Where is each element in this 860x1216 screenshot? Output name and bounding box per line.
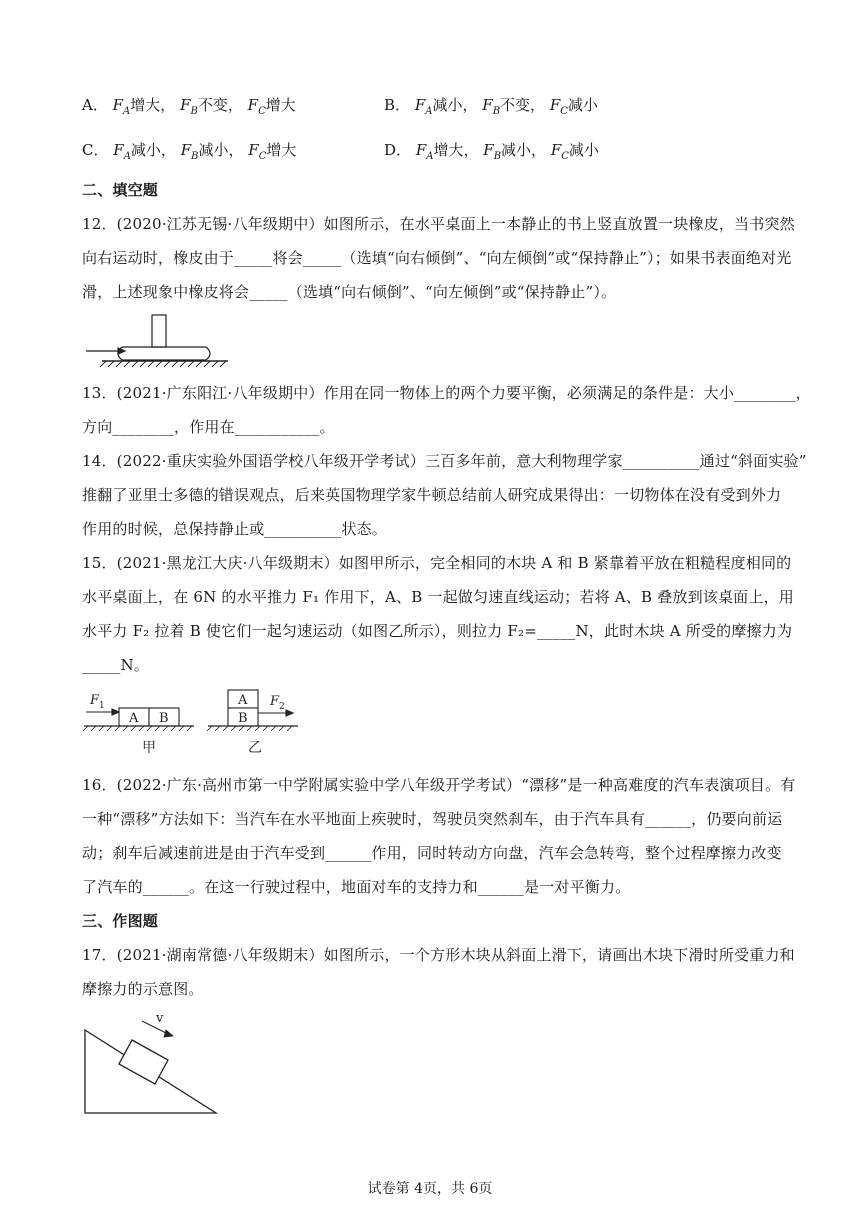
label-yi: 乙 bbox=[248, 740, 262, 756]
q14-line-2: 推翻了亚里士多德的错误观点，后来英国物理学家牛顿总结前人研究成果得出：一切物体在没有受到外力 bbox=[82, 486, 782, 504]
force-symbol: F bbox=[550, 141, 562, 159]
q16-line-1: 16．(2022·广东·高州市第一中学附属实验中学八年级开学考试）“漂移”是一种高难度的汽车表演项目。有 bbox=[82, 776, 796, 794]
push-arrow-head bbox=[118, 348, 125, 354]
subscript: C bbox=[258, 151, 267, 162]
force-symbol: F bbox=[248, 141, 259, 159]
velocity-label: v bbox=[156, 1011, 164, 1026]
option-letter: C． bbox=[82, 141, 109, 159]
option-a bbox=[82, 95, 296, 122]
option-letter: B． bbox=[384, 96, 411, 114]
q15-line-4: _____N。 bbox=[82, 656, 150, 674]
force-symbol: F bbox=[549, 96, 561, 114]
option-letter: D． bbox=[384, 141, 412, 159]
option-text: 减小 bbox=[568, 141, 599, 159]
block-a-label: A bbox=[238, 693, 248, 708]
force-symbol: F bbox=[414, 96, 426, 114]
velocity-arrow-line bbox=[142, 1021, 168, 1034]
label-jia: 甲 bbox=[142, 740, 156, 756]
page-footer: 试卷第 4页，共 6页 bbox=[367, 1181, 493, 1197]
q12-line-2: 向右运动时，橡皮由于_____将会_____（选填“向右倾倒”、“向左倾倒”或“保持静止”）；如果书表面绝对光 bbox=[82, 249, 792, 267]
f2-subscript: 2 bbox=[279, 702, 285, 712]
option-text: 增大 bbox=[265, 96, 296, 114]
subscript: A bbox=[426, 151, 434, 162]
subscript: C bbox=[561, 151, 569, 162]
subscript: A bbox=[123, 106, 131, 117]
q16-line-2: 一种“漂移”方法如下：当汽车在水平地面上疾驶时，驾驶员突然刹车，由于汽车具有______，仍要向前运 bbox=[82, 810, 783, 828]
force-symbol: F bbox=[483, 141, 494, 159]
force-symbol: F bbox=[112, 96, 124, 114]
q16-line-3: 动；刹车后减速前进是由于汽车受到______作用，同时转动方向盘，汽车会急转弯，整个过程摩擦力改变 bbox=[82, 844, 782, 862]
subscript: B bbox=[493, 151, 502, 162]
subscript: B bbox=[492, 106, 501, 117]
option-letter: A． bbox=[82, 96, 108, 114]
incline-figure bbox=[82, 1010, 222, 1118]
q12-line-1: 12．(2020·江苏无锡·八年级期中）如图所示，在水平桌面上一本静止的书上竖直放置一块橡皮，当书突然 bbox=[82, 215, 795, 233]
option-c bbox=[82, 140, 296, 167]
option-text: 不变， bbox=[500, 96, 546, 114]
force-symbol: F bbox=[247, 96, 259, 114]
force-symbol: F bbox=[415, 141, 427, 159]
block-a-label: A bbox=[129, 711, 139, 726]
option-b bbox=[384, 95, 598, 122]
option-text: 减小， bbox=[501, 141, 547, 159]
force-symbol: F bbox=[482, 96, 493, 114]
option-text: 增大， bbox=[433, 141, 479, 159]
ground-yi-hatching bbox=[207, 726, 292, 731]
force-symbol: F bbox=[180, 141, 192, 159]
book bbox=[118, 347, 210, 360]
section-heading-fill-blank: 二、填空题 bbox=[82, 181, 159, 199]
velocity-arrow-head bbox=[164, 1030, 173, 1037]
subscript: C bbox=[258, 106, 266, 117]
f2-arrow-head bbox=[286, 710, 293, 716]
q15-line-1: 15．(2021·黑龙江大庆·八年级期末）如图甲所示，完全相同的木块 A 和 B 紧靠着平放在粗糙程度相同的 bbox=[82, 554, 792, 572]
subscript: B bbox=[190, 106, 198, 117]
subscript: A bbox=[425, 106, 433, 117]
f1-label: F bbox=[90, 693, 100, 708]
q13-line-1: 13．(2021·广东阳江·八年级期中）作用在同一物体上的两个力要平衡，必须满足的条件是：大小________， bbox=[82, 384, 811, 402]
q14-line-1: 14．(2022·重庆实验外国语学校八年级开学考试）三百多年前，意大利物理学家__________通过“斜面实验” bbox=[82, 452, 807, 470]
f2-label: F bbox=[270, 694, 280, 709]
option-text: 减小， bbox=[198, 141, 244, 159]
q16-line-4: 了汽车的______。在这一行驶过程中，地面对车的支持力和______是一对平衡力。 bbox=[82, 878, 631, 896]
q17-line-1: 17．(2021·湖南常德·八年级期末）如图所示，一个方形木块从斜面上滑下，请画出木块下滑时所受重力和 bbox=[82, 946, 795, 964]
option-text: 减小， bbox=[130, 141, 176, 159]
block-b-label: B bbox=[159, 711, 169, 726]
book-eraser-figure bbox=[82, 310, 232, 370]
section-heading-drawing: 三、作图题 bbox=[82, 912, 159, 930]
stacked-blocks-figure bbox=[206, 686, 326, 758]
q15-line-3: 水平力 F₂ 拉着 B 使它们一起匀速运动（如图乙所示），则拉力 F₂=_____N，此时木块 A 所受的摩擦力为 bbox=[82, 622, 793, 640]
q13-line-2: 方向________，作用在___________。 bbox=[82, 418, 335, 436]
option-text: 减小 bbox=[567, 96, 598, 114]
option-d bbox=[384, 140, 599, 167]
subscript: B bbox=[191, 151, 199, 162]
q17-line-2: 摩擦力的示意图。 bbox=[82, 980, 204, 998]
eraser bbox=[152, 315, 166, 347]
q15-line-2: 水平桌面上，在 6N 的水平推力 F₁ 作用下，A、B 一起做匀速直线运动；若将 A、B 叠放到该桌面上，用 bbox=[82, 588, 794, 606]
option-text: 不变， bbox=[197, 96, 243, 114]
option-text: 增大， bbox=[130, 96, 176, 114]
f1-subscript: 1 bbox=[99, 701, 105, 711]
subscript: C bbox=[560, 106, 568, 117]
subscript: A bbox=[123, 151, 131, 162]
force-symbol: F bbox=[180, 96, 191, 114]
q12-line-3: 滑，上述现象中橡皮将会_____（选填“向右倾倒”、“向左倾倒”或“保持静止”）。 bbox=[82, 283, 617, 301]
f1-arrow-head bbox=[112, 709, 119, 715]
table-hatching bbox=[100, 361, 226, 367]
option-text: 减小， bbox=[432, 96, 478, 114]
block-b-label: B bbox=[238, 711, 248, 726]
force-symbol: F bbox=[113, 141, 124, 159]
q14-line-3: 作用的时候，总保持静止或__________状态。 bbox=[82, 520, 388, 538]
option-text: 增大 bbox=[266, 141, 297, 159]
ground-jia-hatching bbox=[83, 726, 192, 731]
